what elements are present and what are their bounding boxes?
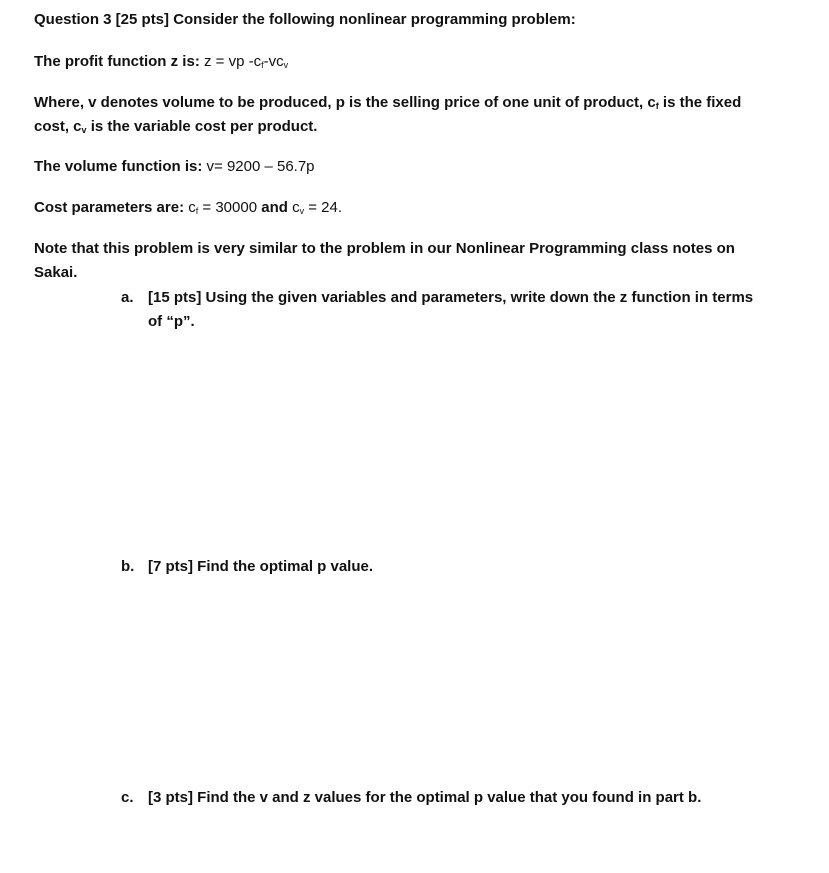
where-line-1-start: Where, v denotes volume to be produced, p is the selling price of one unit of product, c [34, 94, 656, 111]
cost-cf-sub: f [195, 206, 199, 216]
profit-formula-start: z = vp -c [203, 53, 262, 70]
volume-formula: v= 9200 – 56.7p [206, 158, 315, 175]
question-heading: Question 3 [25 pts] Consider the following nonlinear programming problem: [34, 11, 576, 28]
cost-cv [292, 199, 342, 216]
profit-function-label: The profit function z is: [34, 53, 204, 70]
where-line-2-start: cost, c [34, 118, 82, 135]
part-a-line-2: of “p”. [148, 313, 195, 330]
part-a-line-1: [15 pts] Using the given variables and parameters, write down the z function in terms [148, 289, 754, 306]
profit-formula-mid: -vc [263, 53, 284, 70]
part-a-marker: a. [121, 289, 134, 306]
profit-function-line [34, 50, 288, 74]
profit-formula [204, 53, 288, 70]
where-line-1-sub: f [655, 101, 659, 111]
note-line-1: Note that this problem is very similar to the problem in our Nonlinear Programming class notes on [34, 240, 735, 257]
volume-function-label: The volume function is: [34, 158, 207, 175]
part-b-line-1: [7 pts] Find the optimal p value. [148, 558, 374, 575]
cost-cf [188, 199, 257, 216]
profit-formula-sub-f: f [261, 60, 264, 70]
cost-cf-value: = 30000 [198, 199, 258, 216]
where-line-2-end: is the variable cost per product. [86, 118, 318, 135]
where-line-1-end: is the fixed [658, 94, 742, 111]
cost-cv-sub: v [299, 206, 305, 216]
where-line-2-sub: v [81, 125, 87, 135]
cost-and: and [257, 199, 293, 216]
part-c-line-1: [3 pts] Find the v and z values for the optimal p value that you found in part b. [148, 789, 702, 806]
profit-formula-sub-v: v [283, 60, 289, 70]
cost-cf-symbol: c [188, 199, 196, 216]
volume-function-line [34, 155, 315, 179]
part-b-marker: b. [121, 558, 135, 575]
cost-parameters-line [34, 196, 342, 220]
note-line-2: Sakai. [34, 264, 78, 281]
cost-cv-symbol: c [292, 199, 300, 216]
cost-cv-value: = 24. [304, 199, 343, 216]
cost-parameters-label: Cost parameters are: [34, 199, 189, 216]
where-line-1 [34, 91, 741, 115]
part-c-marker: c. [121, 789, 134, 806]
where-line-2 [34, 115, 317, 139]
